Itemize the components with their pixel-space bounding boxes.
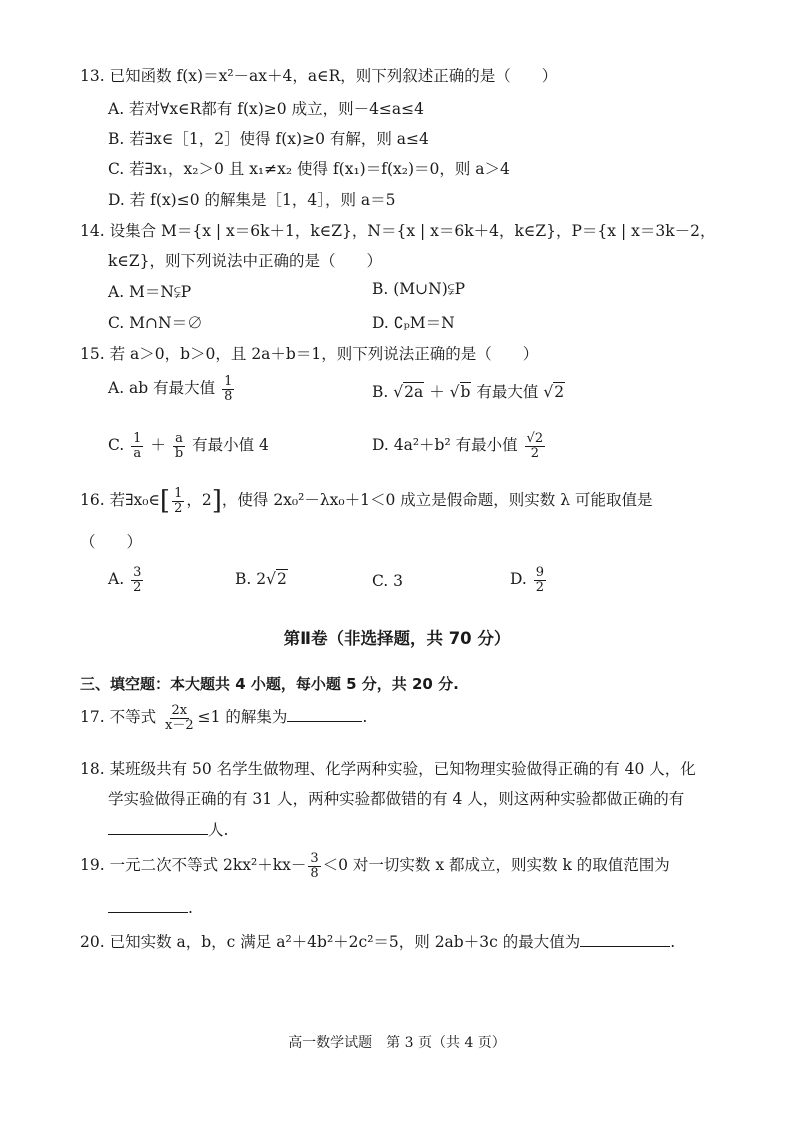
radicand: 2 xyxy=(554,383,565,401)
answer-blank[interactable] xyxy=(108,820,208,835)
q13-stem: 13. 已知函数 f(x)＝x²－ax＋4，a∈R，则下列叙述正确的是（ ） xyxy=(80,67,558,85)
fraction-numerator: 3 xyxy=(310,851,319,866)
q16-option-d xyxy=(510,566,548,594)
answer-blank[interactable] xyxy=(580,932,670,947)
fraction-denominator: 8 xyxy=(310,865,319,881)
q18-end: 人. xyxy=(208,821,229,839)
q20-end: . xyxy=(670,933,676,951)
q17 xyxy=(80,704,367,732)
fraction-1-over-2 xyxy=(172,487,184,515)
q16-answer-paren: （ ） xyxy=(80,533,143,551)
answer-blank[interactable] xyxy=(287,707,362,722)
radicand: 2a xyxy=(404,383,424,401)
q18-line1: 18. 某班级共有 50 名学生做物理、化学两种实验，已知物理实验做得正确的有 40 人，化 xyxy=(80,760,696,778)
q14-option-c: C. M∩N＝∅ xyxy=(108,314,203,332)
radicand: b xyxy=(460,383,471,401)
page-footer: 高一数学试题 第 3 页（共 4 页） xyxy=(288,1035,506,1051)
q14-stem-line2: k∈Z}，则下列说法中正确的是（ ） xyxy=(108,252,382,270)
q16-option-b-label: B. 2 xyxy=(235,570,267,588)
fraction-denominator: b xyxy=(174,445,184,461)
q15-option-c-text: 有最小值 4 xyxy=(192,436,269,455)
q15-option-a-text: A. ab 有最大值 xyxy=(108,379,216,398)
fraction-9-over-2 xyxy=(534,566,546,594)
q19 xyxy=(80,852,670,880)
q15-option-d xyxy=(372,432,547,460)
q17-pre: 17. 不等式 xyxy=(80,708,157,727)
q14-stem-line1: 14. 设集合 M＝{x | x＝6k＋1，k∈Z}，N＝{x | x＝6k＋4，k∈Z}，P＝{x | x＝3k－2， xyxy=(80,222,716,240)
q19-pre: 19. 一元二次不等式 2kx²＋kx－ xyxy=(80,856,307,875)
fraction-1-over-a xyxy=(131,432,143,460)
fraction-2x-over-x-2 xyxy=(163,704,196,732)
section3-heading: 三、填空题：本大题共 4 小题，每小题 5 分，共 20 分. xyxy=(80,675,459,693)
fraction-denominator: 2 xyxy=(174,500,183,516)
q20-pre: 20. 已知实数 a，b，c 满足 a²＋4b²＋2c²＝5，则 2ab＋3c 的最大值为 xyxy=(80,933,581,951)
sqrt-b: √b xyxy=(449,383,471,401)
q15-option-c-label: C. xyxy=(108,436,125,455)
plus-sign: ＋ xyxy=(429,383,445,401)
plus-sign: ＋ xyxy=(150,436,166,455)
right-bracket: ] xyxy=(211,486,222,516)
q15-option-b-label: B. xyxy=(372,383,389,401)
fraction-numerator: 1 xyxy=(174,485,183,501)
radicand: 2 xyxy=(277,570,287,588)
q16-stem-pre: 16. 若∃x₀∈ xyxy=(80,491,160,509)
q16-option-c: C. 3 xyxy=(372,572,404,590)
q19-end: . xyxy=(188,899,193,917)
q15-option-a xyxy=(108,375,236,403)
q15-option-a-fraction xyxy=(222,375,234,403)
q14-option-b: B. (M∪N)⫋P xyxy=(372,280,466,298)
fraction-numerator: 9 xyxy=(535,565,545,580)
q17-post: ≤1 的解集为 xyxy=(197,708,288,727)
q19-answer-line xyxy=(108,898,193,917)
q14-option-a: A. M＝N⫋P xyxy=(108,283,192,301)
fraction-numerator: 1 xyxy=(133,431,142,446)
q16-stem-post: ，使得 2x₀²－λx₀＋1＜0 成立是假命题，则实数 λ 可能取值是 xyxy=(221,491,653,509)
fraction-numerator: 3 xyxy=(133,565,142,580)
fraction-a-over-b xyxy=(173,432,185,460)
left-bracket: [ xyxy=(159,486,171,516)
q17-end: . xyxy=(362,708,368,727)
q18-line3 xyxy=(108,818,228,840)
q15-option-b xyxy=(372,380,565,402)
q15-stem: 15. 若 a＞0，b＞0，且 2a＋b＝1，则下列说法正确的是（ ） xyxy=(80,345,539,363)
q16-option-d-label: D. xyxy=(510,570,527,589)
q16-interval-rest: ，2 xyxy=(186,491,212,509)
fraction-denominator: 8 xyxy=(224,388,233,404)
fraction-numerator: √2 xyxy=(526,431,544,446)
fraction-sqrt2-over-2 xyxy=(525,432,546,460)
fraction-denominator: 2 xyxy=(133,579,142,595)
q13-option-b: B. 若∃x∈［1，2］使得 f(x)≥0 有解，则 a≤4 xyxy=(108,130,429,148)
fraction-denominator: x－2 xyxy=(165,717,194,733)
q16-option-a xyxy=(108,566,145,594)
q16-stem xyxy=(80,486,652,516)
q18-line2: 学实验做得正确的有 31 人，两种实验都做错的有 4 人，则这两种实验都做正确的有 xyxy=(108,790,685,808)
q13-option-c: C. 若∃x₁，x₂＞0 且 x₁≠x₂ 使得 f(x₁)＝f(x₂)＝0，则 a＞4 xyxy=(108,160,510,178)
q15-option-b-text: 有最大值 xyxy=(476,383,539,401)
fraction-numerator: 2x xyxy=(171,703,188,718)
fraction-3-over-2 xyxy=(131,566,143,594)
q16-option-b xyxy=(235,570,288,588)
fraction-denominator: a xyxy=(133,445,142,461)
q15-option-d-text: D. 4a²＋b² 有最小值 xyxy=(372,436,518,455)
sqrt-2a: √2a xyxy=(393,383,424,401)
answer-blank[interactable] xyxy=(108,898,188,913)
sqrt-2: √2 xyxy=(266,570,287,588)
q19-post: ＜0 对一切实数 x 都成立，则实数 k 的取值范围为 xyxy=(322,856,670,875)
fraction-denominator: 2 xyxy=(530,445,539,461)
fraction-denominator: 2 xyxy=(535,579,545,595)
fraction-3-over-8 xyxy=(308,852,320,880)
q14-option-d: D. ∁ₚM＝N xyxy=(372,314,455,332)
fraction-numerator: 1 xyxy=(224,374,233,389)
q15-option-c xyxy=(108,432,269,460)
sqrt-2: √2 xyxy=(543,383,565,401)
q16-option-a-label: A. xyxy=(108,570,125,589)
fraction-numerator: a xyxy=(175,431,183,446)
q13-option-a: A. 若对∀x∈R都有 f(x)≥0 成立，则－4≤a≤4 xyxy=(108,100,425,118)
q13-option-d: D. 若 f(x)≤0 的解集是［1，4］，则 a＝5 xyxy=(108,191,396,209)
part2-title: 第Ⅱ卷（非选择题，共 70 分） xyxy=(283,629,511,648)
q20 xyxy=(80,930,675,952)
